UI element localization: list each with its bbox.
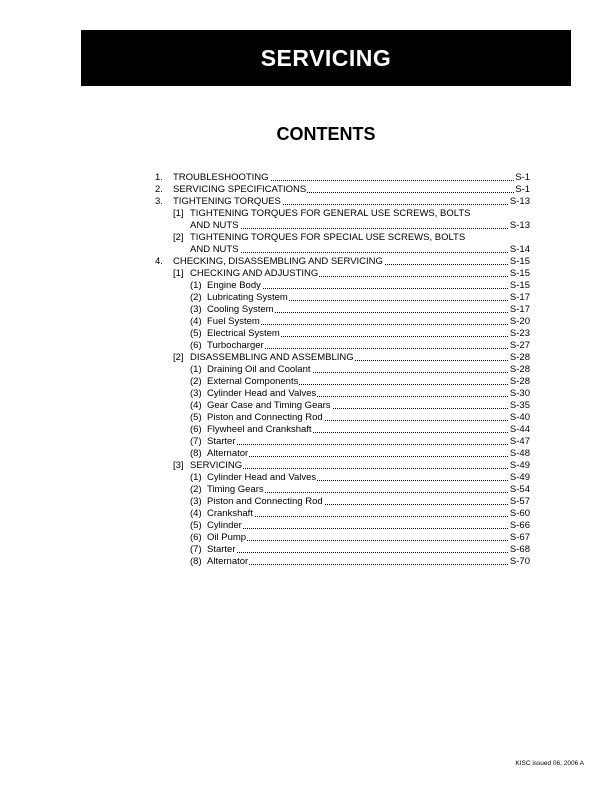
toc-entry-label: Alternator [207, 448, 249, 459]
toc-entry-page: S-54 [509, 484, 530, 495]
toc-entry-label: Starter [207, 544, 236, 555]
toc-entry-page: S-17 [509, 304, 530, 315]
toc-entry-number: 2. [155, 184, 163, 195]
toc-entry[interactable] [155, 388, 530, 400]
toc-entry-page: S-60 [509, 508, 530, 519]
toc-entry[interactable] [155, 292, 530, 304]
toc-entry-page: S-15 [509, 268, 530, 279]
toc-entry-number: (1) [190, 472, 202, 483]
toc-entry[interactable] [155, 328, 530, 340]
toc-entry[interactable] [155, 532, 530, 544]
toc-entry-page: S-44 [509, 424, 530, 435]
toc-entry-page: S-28 [509, 376, 530, 387]
toc-entry[interactable] [155, 304, 530, 316]
toc-entry-page: S-17 [509, 292, 530, 303]
toc-entry-page: S-27 [509, 340, 530, 351]
toc-entry-label: CHECKING AND ADJUSTING [190, 268, 319, 279]
toc-entry-page: S-30 [509, 388, 530, 399]
toc-entry[interactable] [155, 232, 530, 244]
toc-entry-number: (6) [190, 532, 202, 543]
toc-entry[interactable] [155, 208, 530, 220]
toc-entry-number: (4) [190, 316, 202, 327]
toc-entry-label: Cooling System [207, 304, 274, 315]
toc-entry[interactable] [155, 508, 530, 520]
toc-dot-leader [207, 564, 530, 565]
toc-entry-number: (6) [190, 340, 202, 351]
toc-entry-label: Crankshaft [207, 508, 253, 519]
toc-entry-label: SERVICING [190, 460, 243, 471]
toc-entry-number: (4) [190, 508, 202, 519]
toc-entry-page: S-20 [509, 316, 530, 327]
toc-entry[interactable] [155, 244, 530, 256]
toc-entry-label: Cylinder [207, 520, 242, 531]
toc-entry[interactable] [155, 436, 530, 448]
toc-entry[interactable] [155, 196, 530, 208]
toc-entry-page: S-47 [509, 436, 530, 447]
toc-entry-number: [3] [173, 460, 184, 471]
toc-entry-page: S-15 [509, 256, 530, 267]
table-of-contents [155, 172, 530, 568]
toc-entry-number: (1) [190, 364, 202, 375]
toc-entry[interactable] [155, 340, 530, 352]
toc-entry-label: Draining Oil and Coolant [207, 364, 311, 375]
toc-dot-leader [190, 228, 530, 229]
toc-entry-number: (2) [190, 292, 202, 303]
toc-entry-page: S-48 [509, 448, 530, 459]
toc-entry[interactable] [155, 172, 530, 184]
toc-entry-number: [2] [173, 352, 184, 363]
footer-issue-note: KISC issued 06, 2006 A [515, 760, 584, 767]
toc-entry-label: Engine Body [207, 280, 261, 291]
toc-entry-label: TIGHTENING TORQUES [173, 196, 281, 207]
toc-entry-number: (2) [190, 376, 202, 387]
toc-entry-label: DISASSEMBLING AND ASSEMBLING [190, 352, 354, 363]
toc-entry-number: (4) [190, 400, 202, 411]
toc-entry[interactable] [155, 460, 530, 472]
toc-entry-label: Fuel System [207, 316, 260, 327]
toc-entry-label: Turbocharger [207, 340, 264, 351]
toc-entry[interactable] [155, 520, 530, 532]
toc-entry-label: Starter [207, 436, 236, 447]
toc-entry-page: S-23 [509, 328, 530, 339]
toc-entry-page: S-13 [509, 220, 530, 231]
toc-entry-label: TROUBLESHOOTING [173, 172, 269, 183]
toc-entry-page: S-13 [509, 196, 530, 207]
toc-entry-number: (8) [190, 556, 202, 567]
toc-entry-page: S-57 [509, 496, 530, 507]
toc-entry-label: TIGHTENING TORQUES FOR GENERAL USE SCREWS, BOLTS [190, 208, 471, 219]
toc-entry-number: (3) [190, 304, 202, 315]
toc-entry-number: (3) [190, 496, 202, 507]
toc-entry-page: S-40 [509, 412, 530, 423]
toc-entry-number: 4. [155, 256, 163, 267]
toc-entry-page: S-28 [509, 364, 530, 375]
toc-entry[interactable] [155, 184, 530, 196]
toc-entry-number: [1] [173, 208, 184, 219]
toc-entry-page: S-14 [509, 244, 530, 255]
toc-dot-leader [207, 528, 530, 529]
toc-entry-page: S-35 [509, 400, 530, 411]
toc-entry-label: Electrical System [207, 328, 280, 339]
toc-entry-label: Lubricating System [207, 292, 288, 303]
toc-dot-leader [207, 552, 530, 553]
toc-entry-number: 1. [155, 172, 163, 183]
toc-entry-number: (5) [190, 412, 202, 423]
toc-entry[interactable] [155, 268, 530, 280]
toc-entry-label: SERVICING SPECIFICATIONS [173, 184, 307, 195]
toc-entry[interactable] [155, 352, 530, 364]
toc-entry-number: 3. [155, 196, 163, 207]
toc-entry-page: S-28 [509, 352, 530, 363]
toc-entry-page: S-66 [509, 520, 530, 531]
toc-entry-label: Flywheel and Crankshaft [207, 424, 312, 435]
toc-entry-number: [1] [173, 268, 184, 279]
toc-entry-label: Piston and Connecting Rod [207, 412, 323, 423]
toc-entry-label: External Components [207, 376, 299, 387]
toc-entry[interactable] [155, 556, 530, 568]
toc-entry[interactable] [155, 364, 530, 376]
toc-entry-label: Cylinder Head and Valves [207, 388, 317, 399]
toc-entry-label: Oil Pump [207, 532, 247, 543]
toc-entry-number: (1) [190, 280, 202, 291]
toc-entry-label: AND NUTS [190, 220, 239, 231]
toc-dot-leader [207, 456, 530, 457]
toc-entry[interactable] [155, 496, 530, 508]
toc-entry[interactable] [155, 316, 530, 328]
toc-entry-page: S-67 [509, 532, 530, 543]
section-banner [81, 30, 571, 86]
toc-entry-number: (5) [190, 328, 202, 339]
toc-entry-number: (8) [190, 448, 202, 459]
toc-entry[interactable] [155, 424, 530, 436]
toc-entry[interactable] [155, 484, 530, 496]
toc-entry-label: AND NUTS [190, 244, 239, 255]
toc-entry[interactable] [155, 220, 530, 232]
toc-entry-page: S-1 [515, 172, 530, 183]
toc-dot-leader [207, 540, 530, 541]
toc-entry-page: S-49 [509, 460, 530, 471]
toc-dot-leader [190, 252, 530, 253]
toc-entry-number: [2] [173, 232, 184, 243]
toc-entry-number: (7) [190, 544, 202, 555]
toc-entry-number: (6) [190, 424, 202, 435]
toc-entry[interactable] [155, 448, 530, 460]
toc-dot-leader [207, 444, 530, 445]
toc-entry[interactable] [155, 544, 530, 556]
toc-entry-number: (5) [190, 520, 202, 531]
toc-entry-label: TIGHTENING TORQUES FOR SPECIAL USE SCREWS, BOLTS [190, 232, 466, 243]
toc-entry-label: Gear Case and Timing Gears [207, 400, 331, 411]
toc-entry[interactable] [155, 472, 530, 484]
toc-entry[interactable] [155, 280, 530, 292]
toc-entry[interactable] [155, 412, 530, 424]
section-title: SERVICING [260, 44, 392, 71]
toc-entry-number: (7) [190, 436, 202, 447]
toc-entry-page: S-49 [509, 472, 530, 483]
toc-entry-page: S-15 [509, 280, 530, 291]
toc-entry-label: Piston and Connecting Rod [207, 496, 323, 507]
toc-entry-page: S-1 [515, 184, 530, 195]
toc-entry-page: S-68 [509, 544, 530, 555]
toc-entry[interactable] [155, 376, 530, 388]
toc-entry-number: (3) [190, 388, 202, 399]
toc-entry-label: Alternator [207, 556, 249, 567]
toc-entry-page: S-70 [509, 556, 530, 567]
toc-entry-label: CHECKING, DISASSEMBLING AND SERVICING [173, 256, 383, 267]
toc-entry-label: Cylinder Head and Valves [207, 472, 317, 483]
toc-entry[interactable] [155, 256, 530, 268]
toc-dot-leader [207, 516, 530, 517]
toc-entry-number: (2) [190, 484, 202, 495]
toc-entry[interactable] [155, 400, 530, 412]
toc-entry-label: Timing Gears [207, 484, 264, 495]
contents-heading: CONTENTS [276, 124, 376, 144]
